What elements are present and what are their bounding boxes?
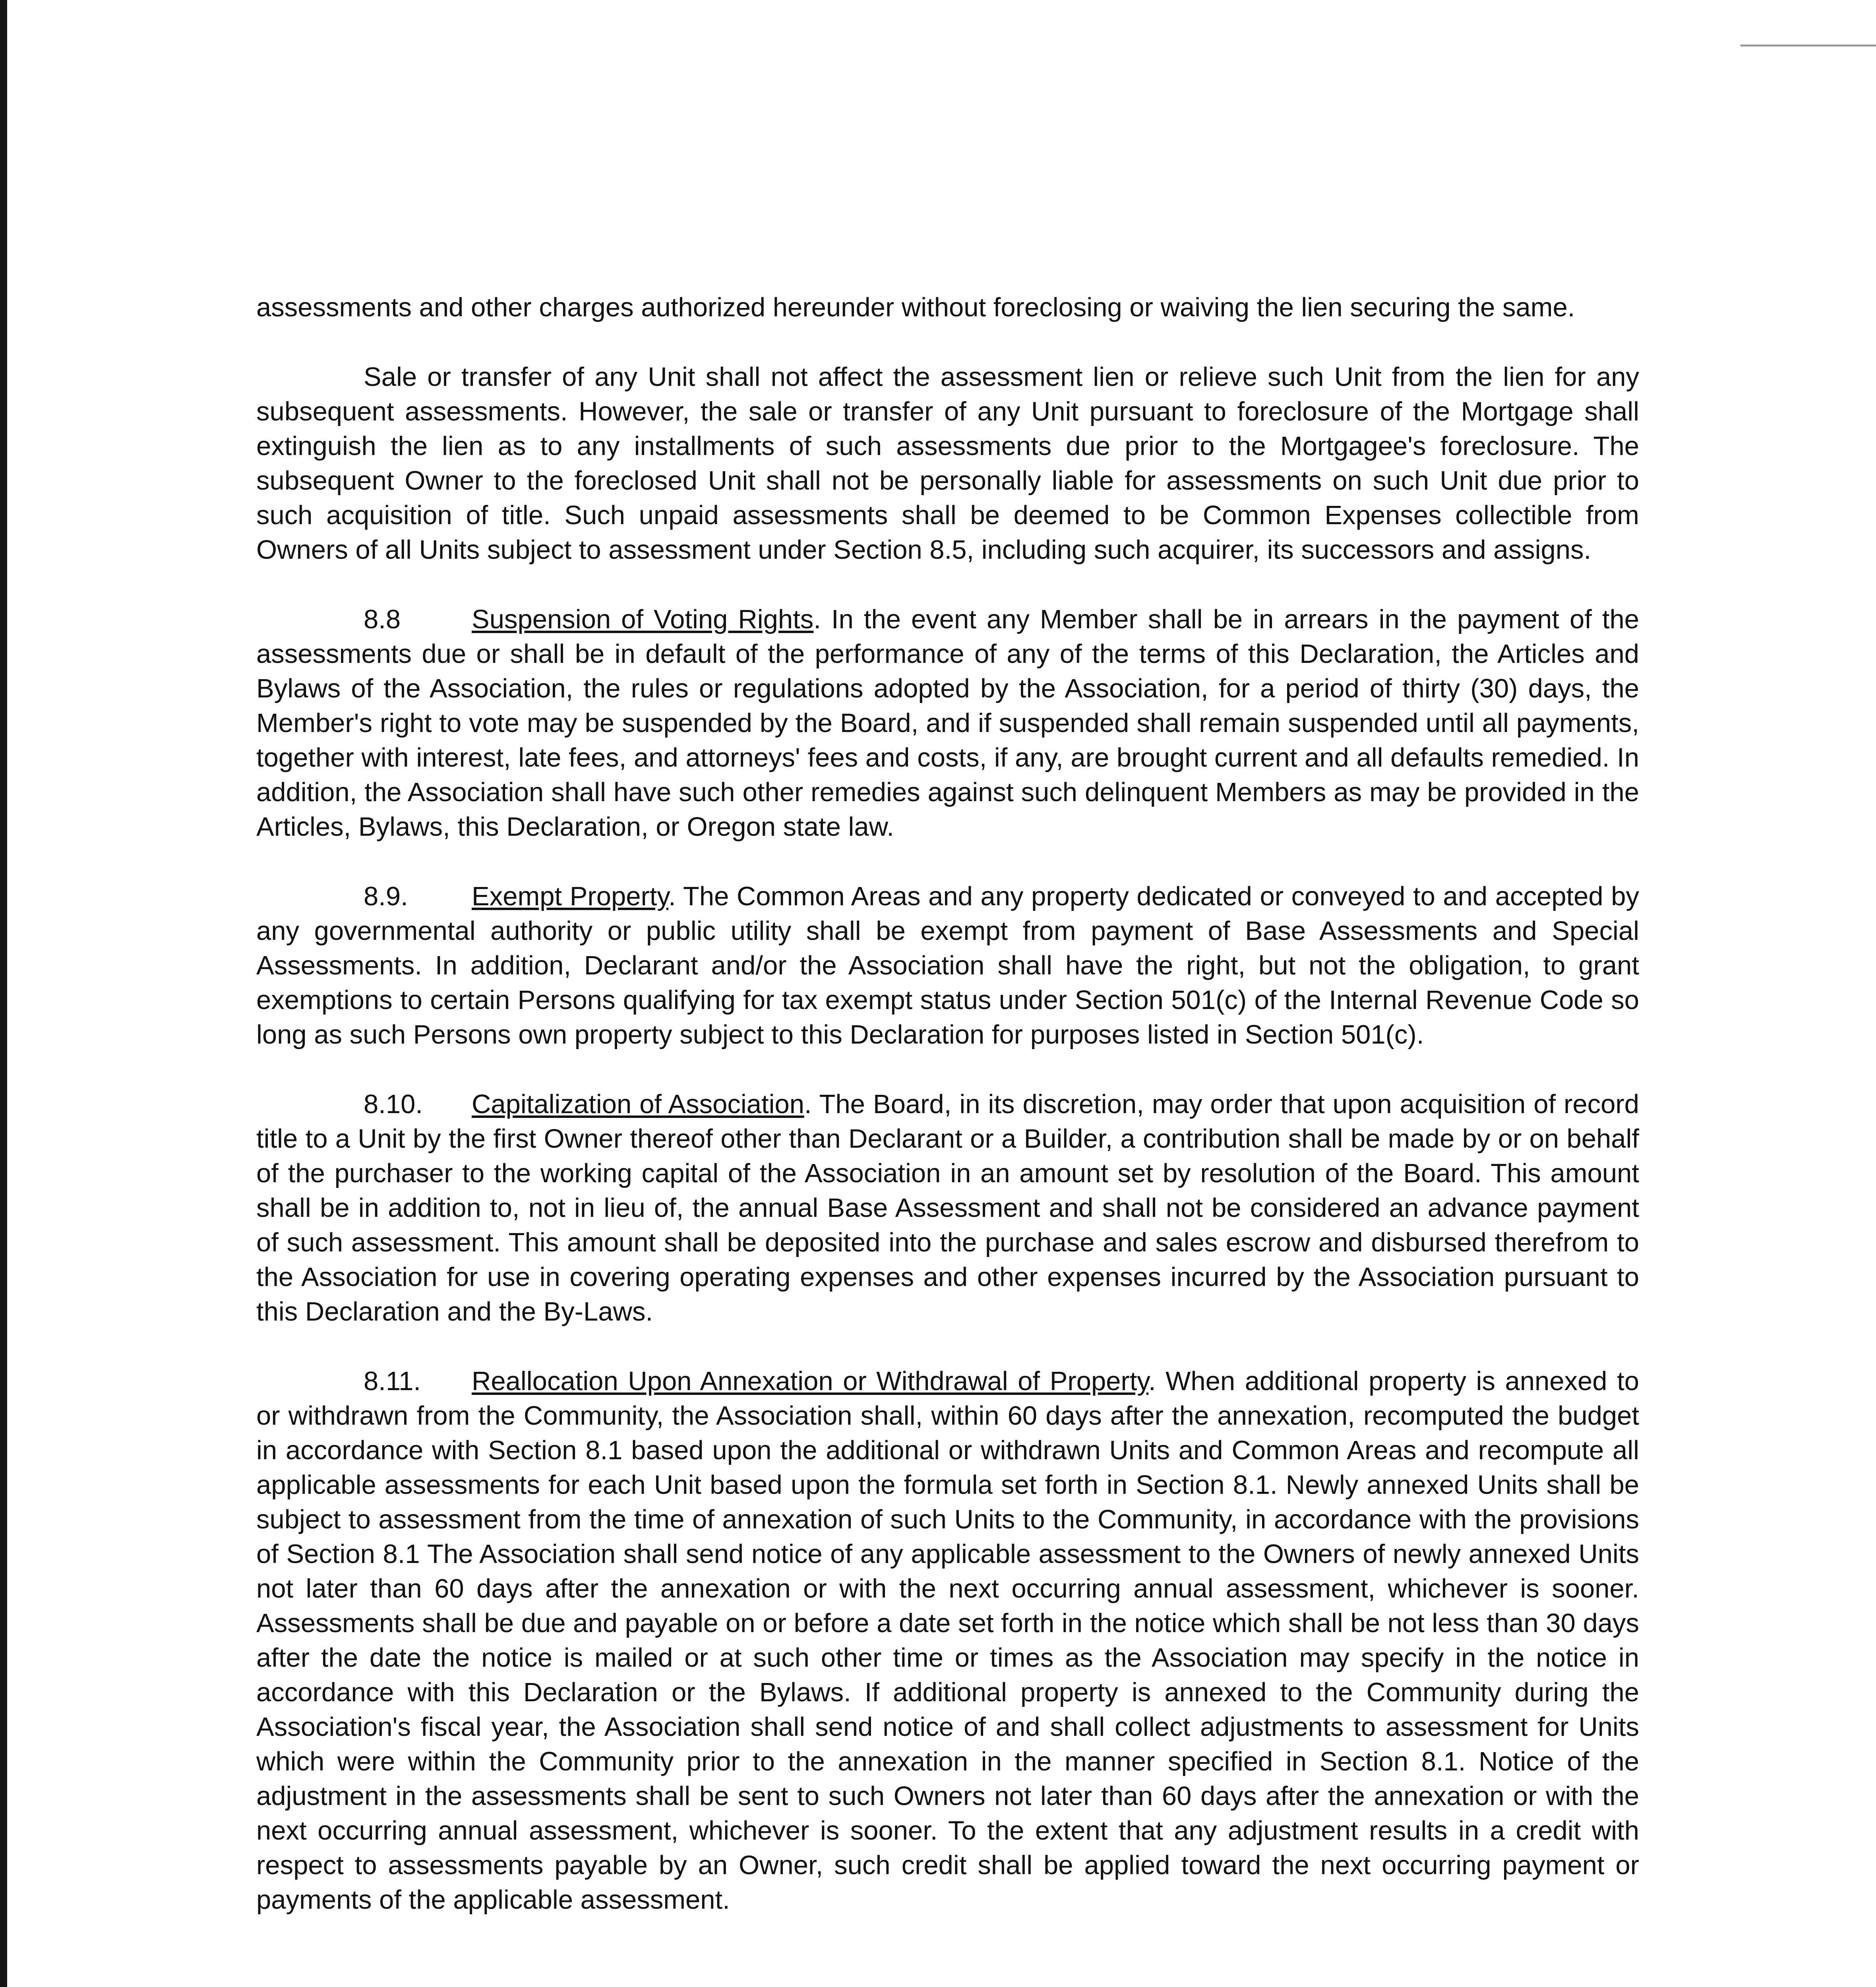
section-body: . The Common Areas and any property dedicated or conveyed to and accepted by any governmental authority or public utility shall be exempt from payment of Base Assessments and Special Assessments. In addition, Declarant and/or the Association shall have the right, but not the obligation, to grant exemptions to certain Persons qualifying for tax exempt status under Section 501(c) of the Internal Revenue Code so long as such Persons own property subject to this Declaration for purposes listed in Section 501(c). [256, 881, 1639, 1050]
paragraph-continuation: assessments and other charges authorized hereunder without foreclosing or waiving the lien securing the same. [256, 292, 1575, 322]
section-body: . The Board, in its discretion, may order that upon acquisition of record title to a Unit by the first Owner thereof other than Declarant or a Builder, a contribution shall be made by or on behalf of the purchaser to the working capital of the Association in an amount set by resolution of the Board. This amount shall be in addition to, not in lieu of, the annual Base Assessment and shall not be considered an advance payment of such assessment. This amount shall be deposited into the purchase and sales escrow and disbursed therefrom to the Association for use in covering operating expenses and other expenses incurred by the Association pursuant to this Declaration and the By-Laws. [256, 1089, 1640, 1327]
section-number: 8.9. [364, 881, 408, 911]
scan-edge-left [0, 0, 7, 1987]
section-body: . When additional property is annexed to or withdrawn from the Community, the Association shall, within 60 days after the annexation, recomputed the budget in accordance with Section 8.1 based upon the additional or withdrawn Units and Common Areas and recompute all applicable assessments for each Unit based upon the formula set forth in Section 8.1. Newly annexed Units shall be subject to assessment from the time of annexation of such Units to the Community, in accordance with the provisions of Section 8.1 The Association shall send notice of any applicable assessment to the Owners of newly annexed Units not later than 60 days after the annexation or with the next occurring annual assessment, whichever is sooner. Assessments shall be due and payable on or before a date set forth in the notice which shall be not less than 30 days after the date the notice is mailed or at such other time or times as the Association may specify in the notice in accordance with this Declaration or the Bylaws. If additional property is annexed to the Community during the Association's fiscal year, the Association shall send notice of and shall collect adjustments to assessment for Units which were within the Community prior to the annexation in the manner specified in Section 8.1. Notice of the adjustment in the assessments shall be sent to such Owners not later than 60 days after the annexation or with the next occurring annual assessment, whichever is sooner. To the extent that any adjustment results in a credit with respect to assessments payable by an Owner, such credit shall be applied toward the next occurring payment or payments of the applicable assessment. [256, 1366, 1640, 1915]
section-8-10 [256, 1087, 1639, 1329]
section-number: 8.10. [364, 1089, 423, 1119]
section-body: . In the event any Member shall be in arrears in the payment of the assessments due or shall be in default of the performance of any of the terms of this Declaration, the Articles and Bylaws of the Association, the rules or regulations adopted by the Association, for a period of thirty (30) days, the Member's right to vote may be suspended by the Board, and if suspended shall remain suspended until all payments, together with interest, late fees, and attorneys' fees and costs, if any, are brought current and all defaults remedied. In addition, the Association shall have such other remedies against such delinquent Members as may be provided in the Articles, Bylaws, this Declaration, or Oregon state law. [256, 604, 1639, 842]
section-heading: Suspension of Voting Rights [472, 604, 814, 634]
section-heading: Capitalization of Association [472, 1089, 805, 1119]
section-number: 8.11. [364, 1366, 421, 1396]
section-8-9 [256, 879, 1639, 1052]
section-number: 8.8 [364, 604, 401, 634]
document-body [256, 290, 1639, 1952]
section-heading: Reallocation Upon Annexation or Withdrawal of Property [472, 1366, 1148, 1396]
paragraph-sale-or-transfer: Sale or transfer of any Unit shall not affect the assessment lien or relieve such Unit from the lien for any subsequent assessments. However, the sale or transfer of any Unit pursuant to foreclosure of the Mortgage shall extinguish the lien as to any installments of such assessments due prior to the Mortgagee's foreclosure. The subsequent Owner to the foreclosed Unit shall not be personally liable for assessments on such Unit due prior to such acquisition of title. Such unpaid assessments shall be deemed to be Common Expenses collectible from Owners of all Units subject to assessment under Section 8.5, including such acquirer, its successors and assigns. [256, 362, 1639, 565]
section-8-11 [256, 1364, 1639, 1917]
section-heading: Exempt Property [472, 881, 668, 911]
section-8-8 [256, 602, 1639, 844]
scan-edge-top [1740, 45, 1876, 46]
